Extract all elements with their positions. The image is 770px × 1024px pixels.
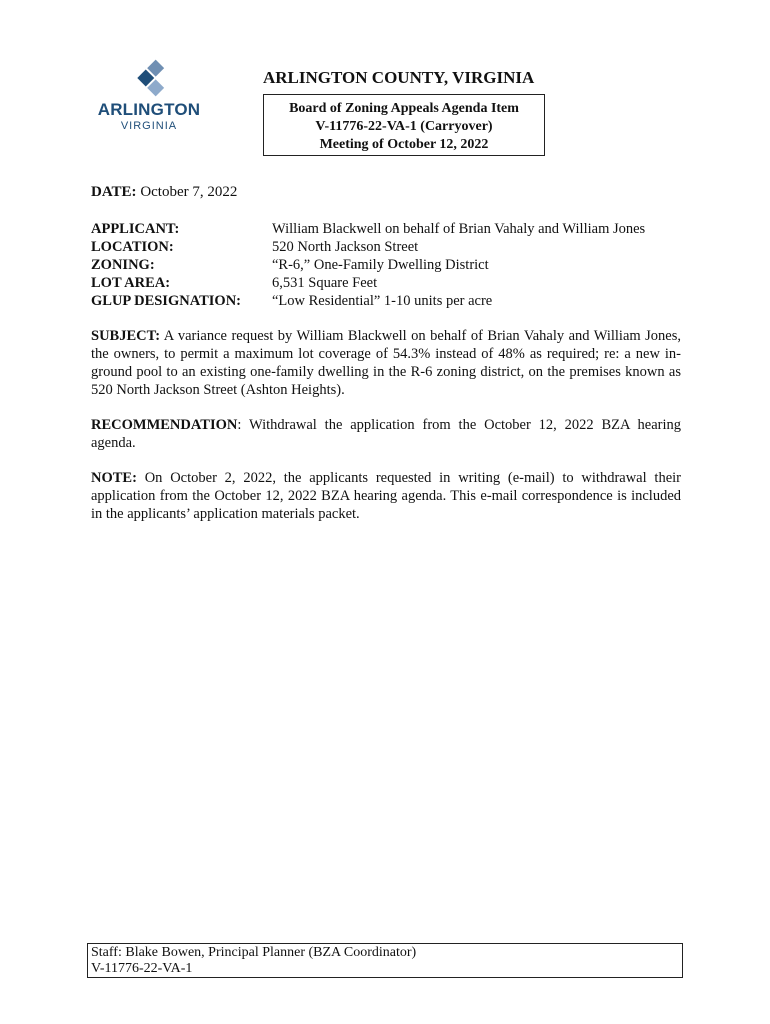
field-value: “Low Residential” 1-10 units per acre: [272, 293, 493, 309]
date-line: [91, 184, 237, 201]
date-value: October 7, 2022: [140, 184, 238, 200]
logo-subtitle: VIRGINIA: [120, 120, 178, 132]
field-value: 520 North Jackson Street: [272, 239, 419, 255]
arlington-logo: [90, 48, 208, 143]
agenda-line-meeting: Meeting of October 12, 2022: [319, 137, 489, 152]
date-label: DATE:: [91, 184, 137, 200]
arlington-diamond-icon: [122, 54, 178, 106]
subject-text: A variance request by William Blackwell on behalf of Brian Vahaly and William Jones, the owners, to permit a maximum lot coverage of 54.3% instead of 48% as required; re: a new in-ground pool to an existing one-family dwelling in the R-6 zoning district, on the premises known as 520 North Jackson Street (Ashton Heights).: [91, 328, 681, 398]
field-label: LOT AREA:: [91, 275, 171, 291]
recommendation-paragraph: [91, 416, 681, 452]
subject-label: SUBJECT:: [91, 328, 161, 344]
recommendation-label: RECOMMENDATION: [91, 417, 238, 433]
field-label: LOCATION:: [91, 239, 174, 255]
agenda-item-box: [263, 94, 545, 156]
county-title: ARLINGTON COUNTY, VIRGINIA: [263, 68, 535, 87]
logo-wordmark: ARLINGTON: [97, 100, 201, 119]
agenda-line-board: Board of Zoning Appeals Agenda Item: [289, 101, 519, 116]
field-label: ZONING:: [91, 257, 155, 273]
staff-line: Staff: Blake Bowen, Principal Planner (BZA Coordinator): [91, 945, 417, 960]
field-value: William Blackwell on behalf of Brian Vahaly and William Jones: [272, 221, 646, 237]
agenda-line-case: V-11776-22-VA-1 (Carryover): [315, 119, 493, 134]
note-paragraph: [91, 469, 681, 523]
note-text: On October 2, 2022, the applicants requested in writing (e-mail) to withdrawal their application from the October 12, 2022 BZA hearing agenda. This e-mail correspondence is included in the applicants’ application materials packet.: [91, 470, 681, 522]
field-label: GLUP DESIGNATION:: [91, 293, 241, 309]
staff-footer-box: [87, 943, 683, 978]
subject-paragraph: [91, 327, 681, 399]
field-value: “R-6,” One-Family Dwelling District: [272, 257, 489, 273]
field-value: 6,531 Square Feet: [272, 275, 378, 291]
case-number-line: V-11776-22-VA-1: [91, 961, 193, 976]
recommendation-text: : Withdrawal the application from the October 12, 2022 BZA hearing agenda.: [91, 417, 681, 451]
field-label: APPLICANT:: [91, 221, 180, 237]
note-label: NOTE:: [91, 470, 137, 486]
